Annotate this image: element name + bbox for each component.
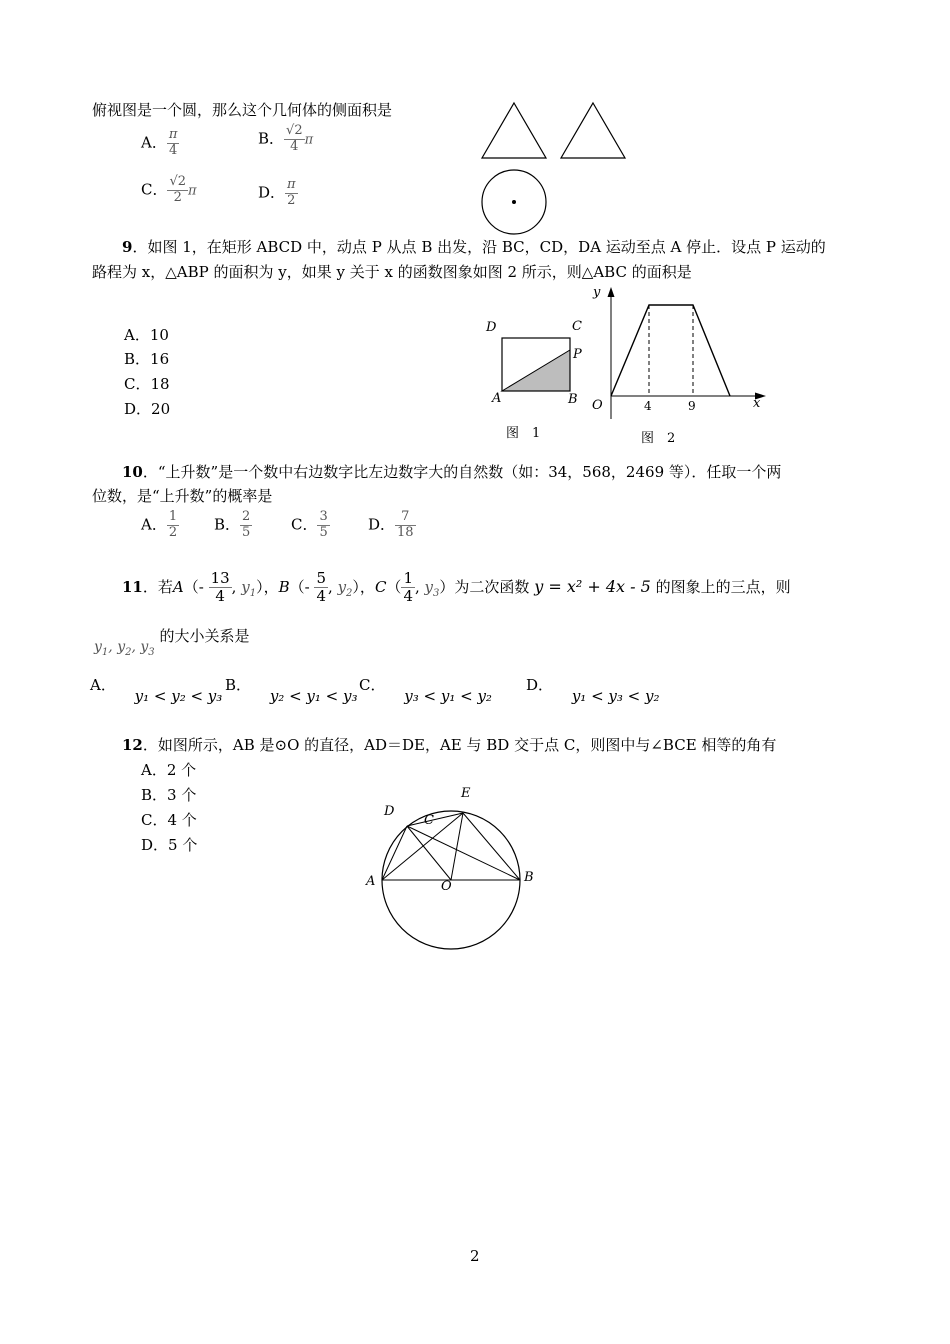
q11-func-intro: 为二次函数 — [454, 577, 530, 596]
page-number: 2 — [470, 1247, 480, 1265]
q9-figure-1 — [480, 312, 590, 447]
label-b: B — [524, 870, 534, 885]
q11-line2-tail: 的大小关系是 — [159, 627, 250, 645]
q11-point-c: C — [374, 577, 387, 596]
q10-option-c-label: C． — [291, 515, 318, 534]
q12-number: 12 — [122, 736, 143, 754]
q11-option-d-expr: y₁ < y₃ < y₂ — [571, 687, 660, 705]
tick-label-4: 4 — [644, 399, 652, 413]
q12-option-b: B．3 个 — [141, 786, 197, 804]
q8-option-a-num: π — [168, 127, 178, 142]
q8-option-a-fraction — [167, 128, 180, 159]
q9-option-d: D．20 — [124, 400, 171, 418]
q12-option-c: C．4 个 — [141, 811, 197, 829]
q8-option-b-fraction — [284, 124, 305, 155]
figure-1-caption: 图 1 — [506, 426, 541, 441]
q11-frac-b-den: 4 — [316, 587, 327, 606]
segment-ad — [382, 826, 407, 880]
q11-frac-b — [314, 570, 328, 606]
q11-option-a — [90, 674, 223, 705]
label-b: B — [568, 392, 578, 407]
q10-option-c-fraction — [317, 510, 329, 541]
q11-option-a-label: A． — [90, 676, 116, 694]
q8-option-d — [258, 178, 298, 209]
q8-option-b — [258, 124, 313, 155]
q11-option-c-expr: y₃ < y₁ < y₂ — [404, 687, 492, 705]
label-c: C — [572, 319, 582, 334]
q10-option-d-fraction — [395, 510, 416, 541]
q11-ruo: ．若 — [142, 577, 173, 596]
front-view-triangle — [482, 103, 546, 158]
q8-option-d-fraction — [285, 178, 298, 209]
label-e: E — [461, 786, 471, 801]
q9-figure-2 — [585, 283, 770, 453]
function-graph-line — [611, 305, 730, 396]
q10-option-c-num: 3 — [319, 509, 328, 524]
q9-line1 — [122, 236, 826, 257]
q11-option-a-expr: y₁ < y₂ < y₃ — [134, 687, 223, 705]
q10-line1 — [122, 461, 781, 482]
q11-option-b — [225, 674, 358, 705]
q10-option-b-label: B． — [214, 515, 241, 534]
q12-text: ．如图所示，AB 是⊙O 的直径，AD＝DE，AE 与 BD 交于点 C，则图中与∠BCE 相等的角有 — [142, 736, 777, 754]
q8-option-b-num: √2 — [286, 123, 303, 138]
q8-option-d-den: 2 — [287, 192, 296, 208]
segment-eo — [451, 813, 463, 880]
side-view-triangle — [561, 103, 625, 158]
q9-number: 9 — [122, 238, 133, 256]
origin-label: O — [592, 398, 603, 413]
q10-option-d-label: D． — [368, 515, 396, 534]
q11-option-d-label: D． — [526, 676, 554, 694]
shaded-triangle-abp — [502, 350, 570, 391]
q8-option-a-label: A． — [141, 133, 167, 152]
q10-option-d-den: 18 — [397, 524, 414, 540]
q11-frac-b-num: 5 — [316, 569, 327, 587]
q10-line2: 位数，是“上升数”的概率是 — [92, 487, 273, 505]
q10-option-b-den: 5 — [242, 524, 251, 540]
q8-option-b-label: B． — [258, 129, 285, 148]
x-axis-label: x — [753, 396, 761, 411]
q9-option-a: A．10 — [124, 326, 169, 344]
label-d: D — [486, 320, 497, 335]
q10-option-d-num: 7 — [395, 510, 416, 526]
q12-circle-figure — [360, 780, 545, 955]
q10-option-b — [214, 510, 252, 541]
q11-frac-c-num: 1 — [403, 569, 413, 587]
q12-option-d: D．5 个 — [141, 836, 198, 854]
q8-option-c-num: √2 — [169, 174, 187, 189]
q10-option-a-label: A． — [141, 515, 167, 534]
q11-line2: $y_1$, $y_2$, $y_3$ 的大小关系是 — [94, 627, 250, 658]
top-view-center-dot — [512, 200, 516, 204]
q11-frac-a-num: 13 — [210, 569, 230, 587]
q11-frac-c — [401, 570, 415, 606]
q11-function: y = x² + 4x - 5 — [534, 576, 651, 596]
q10-option-a-fraction — [167, 510, 179, 541]
segment-do — [407, 826, 451, 880]
q8-option-d-label: D． — [258, 183, 286, 202]
q10-text-line1: ．“上升数”是一个数中右边数字比左边数字大的自然数（如：34，568，2469 等）．任取一个两 — [142, 463, 782, 481]
label-c: C — [424, 813, 434, 828]
label-p: P — [573, 347, 582, 362]
q10-option-c — [291, 510, 330, 541]
q8-option-d-num: π — [287, 177, 296, 192]
q12-line1 — [122, 734, 776, 755]
q8-option-a — [141, 128, 179, 159]
q8-option-b-den: 4 — [290, 138, 299, 154]
q10-option-c-den: 5 — [319, 524, 328, 540]
q9-line2: 路程为 x，△ABP 的面积为 y，如果 y 关于 x 的函数图象如图 2 所示，则△ABC 的面积是 — [92, 263, 692, 281]
tick-label-9: 9 — [688, 399, 696, 413]
q11-frac-a-den: 4 — [215, 587, 225, 606]
q10-option-a-num: 1 — [168, 509, 178, 524]
q10-number: 10 — [122, 463, 143, 481]
q8-option-c — [141, 175, 197, 206]
q8-option-c-pi: π — [188, 183, 197, 199]
q11-option-c — [359, 674, 492, 705]
q11-option-d — [526, 674, 660, 705]
q11-number: 11 — [122, 577, 143, 596]
y-axis-arrow — [608, 287, 615, 297]
q8-three-views-figure — [478, 100, 633, 240]
q11-line1: 11．若A（- $\frac{13}{4}$ , $y_1$），B（- $\frac{5}{4}$ , $y_2$），C（ $\frac{1}{4}$ , $y_3$）为二次函数 y = x² + 4x - 5 的图象上的三点，则 — [122, 569, 791, 606]
q11-func-tail: 的图象上的三点，则 — [655, 577, 791, 596]
q8-option-c-fraction — [167, 175, 188, 206]
q12-option-a: A．2 个 — [141, 761, 197, 779]
q11-frac-a — [209, 570, 232, 606]
figure-2-caption: 图 2 — [641, 431, 676, 446]
q11-option-b-label: B． — [225, 676, 252, 694]
q8-option-b-pi: π — [304, 132, 314, 148]
q8-text: 俯视图是一个圆，那么这个几何体的侧面积是 — [92, 101, 393, 119]
q9-text-line1: ．如图 1，在矩形 ABCD 中，动点 P 从点 B 出发，沿 BC，CD，DA 运动至点 A 停止．设点 P 运动的 — [132, 238, 826, 256]
q11-frac-c-den: 4 — [403, 587, 413, 606]
y-axis-label: y — [593, 285, 601, 300]
q11-option-c-label: C． — [359, 676, 386, 694]
q8-option-c-den: 2 — [173, 189, 182, 205]
q10-option-d — [368, 510, 416, 541]
q10-option-b-fraction — [240, 510, 252, 541]
q11-point-b: B — [278, 577, 290, 596]
q11-point-a: A — [172, 577, 184, 596]
label-d: D — [384, 804, 395, 819]
q8-option-a-den: 4 — [168, 142, 178, 158]
q9-option-b: B．16 — [124, 350, 170, 368]
q9-option-c: C．18 — [124, 375, 170, 393]
label-o: O — [441, 879, 452, 894]
q10-option-a — [141, 510, 179, 541]
q10-option-a-den: 2 — [168, 524, 178, 540]
q11-option-b-expr: y₂ < y₁ < y₃ — [269, 687, 358, 705]
label-a: A — [366, 874, 376, 889]
q10-option-b-num: 2 — [242, 509, 251, 524]
label-a: A — [492, 391, 502, 406]
q8-option-c-label: C． — [141, 180, 168, 199]
